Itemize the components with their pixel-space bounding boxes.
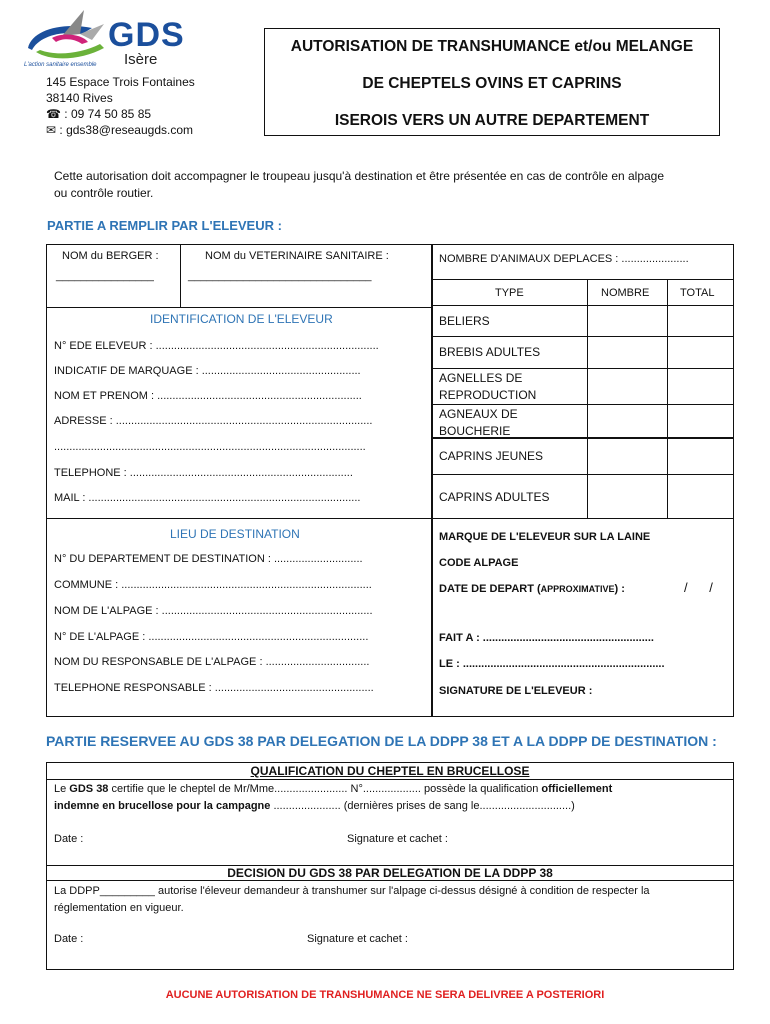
intro-line-1: Cette autorisation doit accompagner le troupeau jusqu'à destination et être présentée en cas de contrôle en alpage <box>54 169 665 183</box>
phone-icon: ☎ <box>46 107 61 121</box>
dest-departement-field[interactable]: N° DU DEPARTEMENT DE DESTINATION : ............................. <box>54 553 363 565</box>
marquage-field[interactable]: INDICATIF DE MARQUAGE : .................................................... <box>54 365 361 377</box>
title-line-1: AUTORISATION DE TRANSHUMANCE et/ou MELANGE <box>290 38 694 55</box>
dest-nom-alpage-field[interactable]: NOM DE L'ALPAGE : ..................................................................... <box>54 605 373 617</box>
veterinaire-label: NOM du VETERINAIRE SANITAIRE : <box>205 250 389 262</box>
type-caprins-adultes: CAPRINS ADULTES <box>439 490 550 504</box>
logo-tagline: L'action sanitaire ensemble <box>24 62 97 68</box>
signature-label[interactable]: SIGNATURE DE L'ELEVEUR : <box>439 685 593 697</box>
adresse-field-2[interactable]: ...................................................................................................... <box>54 441 366 453</box>
qualification-line-1[interactable] <box>54 783 612 795</box>
telephone-field[interactable]: TELEPHONE : ......................................................................... <box>54 467 353 479</box>
nom-prenom-field[interactable]: NOM ET PRENOM : ................................................................... <box>54 390 362 402</box>
decision-line-2: réglementation en vigueur. <box>54 902 184 914</box>
col-total: TOTAL <box>680 287 715 299</box>
type-brebis-adultes: BREBIS ADULTES <box>439 345 541 359</box>
mail-field[interactable]: MAIL : ......................................................................................... <box>54 492 361 504</box>
email-row <box>46 123 193 137</box>
qualification-line-2[interactable] <box>54 800 575 812</box>
veterinaire-input-line[interactable]: ______________________________ <box>188 270 372 282</box>
title-line-3: ISEROIS VERS UN AUTRE DEPARTEMENT <box>334 112 650 129</box>
ident-heading: IDENTIFICATION DE L'ELEVEUR <box>150 312 333 326</box>
dest-heading: LIEU DE DESTINATION <box>170 527 300 541</box>
address-line-2: 38140 Rives <box>46 91 113 105</box>
dest-commune-field[interactable]: COMMUNE : .................................................................................. <box>54 579 372 591</box>
qualification-title: QUALIFICATION DU CHEPTEL EN BRUCELLOSE <box>250 764 530 778</box>
title-line-2: DE CHEPTELS OVINS ET CAPRINS <box>362 75 622 92</box>
qual-text-indemne: indemne en brucellose pour la campagne <box>54 800 271 812</box>
qual-text-a: Le <box>54 783 70 795</box>
logo-text: GDS <box>108 16 185 54</box>
dest-telephone-field[interactable]: TELEPHONE RESPONSABLE : .................................................... <box>54 682 374 694</box>
berger-label: NOM du BERGER : <box>62 250 159 262</box>
berger-input-line[interactable]: ________________ <box>56 270 154 282</box>
email-address: : gds38@reseaugds.com <box>59 123 193 137</box>
intro-line-2: ou contrôle routier. <box>54 186 154 200</box>
date-depart-end: ) : <box>614 583 625 595</box>
qual-text-c: certifie que le cheptel de Mr/Mme........................ N°................... possède la qualification <box>108 783 542 795</box>
qual-date-label[interactable]: Date : <box>54 833 84 845</box>
part2-heading: PARTIE RESERVEE AU GDS 38 PAR DELEGATION DE LA DDPP 38 ET A LA DDPP DE DESTINATION : <box>46 733 717 749</box>
dest-num-alpage-field[interactable]: N° DE L'ALPAGE : ........................................................................ <box>54 631 369 643</box>
col-nombre: NOMBRE <box>601 287 650 299</box>
le-field[interactable]: LE : .................................................................. <box>439 658 665 670</box>
envelope-icon: ✉ <box>46 123 57 137</box>
decision-signature-label[interactable]: Signature et cachet : <box>307 933 408 945</box>
date-slashes: / / <box>684 580 713 595</box>
code-alpage-label[interactable]: CODE ALPAGE <box>439 557 519 569</box>
type-agneaux: AGNEAUX DE BOUCHERIE <box>439 407 518 438</box>
date-depart-small: APPROXIMATIVE <box>540 584 615 594</box>
animaux-label[interactable]: NOMBRE D'ANIMAUX DEPLACES : ...................... <box>439 253 689 265</box>
decision-title: DECISION DU GDS 38 PAR DELEGATION DE LA DDPP 38 <box>227 866 553 880</box>
phone-row <box>46 107 151 121</box>
decision-date-label[interactable]: Date : <box>54 933 84 945</box>
ede-field[interactable]: N° EDE ELEVEUR : ......................................................................... <box>54 340 379 352</box>
marque-label[interactable]: MARQUE DE L'ELEVEUR SUR LA LAINE <box>439 531 651 543</box>
dest-responsable-field[interactable]: NOM DU RESPONSABLE DE L'ALPAGE : .................................. <box>54 656 370 668</box>
logo-subtitle: Isère <box>124 51 158 68</box>
type-caprins-jeunes: CAPRINS JEUNES <box>439 449 544 463</box>
qual-text-officiellement: officiellement <box>541 783 613 795</box>
date-depart-label[interactable] <box>439 583 625 595</box>
qual-text-gds: GDS 38 <box>69 783 109 795</box>
phone-number: : 09 74 50 85 85 <box>64 107 152 121</box>
col-type: TYPE <box>495 287 524 299</box>
type-beliers: BELIERS <box>439 314 490 328</box>
address-line-1: 145 Espace Trois Fontaines <box>46 75 195 89</box>
date-depart-text: DATE DE DEPART ( <box>439 583 541 595</box>
type-agnelles: AGNELLES DE REPRODUCTION <box>439 371 537 402</box>
adresse-field[interactable]: ADRESSE : .................................................................................... <box>54 415 373 427</box>
footer-warning: AUCUNE AUTORISATION DE TRANSHUMANCE NE SERA DELIVREE A POSTERIORI <box>165 989 605 1001</box>
fait-a-field[interactable]: FAIT A : ........................................................ <box>439 632 654 644</box>
decision-line-1[interactable]: La DDPP_________ autorise l'éleveur demandeur à transhumer sur l'alpage ci-dessus désigné à condition de respecter la <box>54 885 650 897</box>
qual-text-campagne: ...................... (dernières prises de sang le..............................) <box>270 800 575 812</box>
part1-heading: PARTIE A REMPLIR PAR L'ELEVEUR : <box>47 218 282 233</box>
qual-signature-label[interactable]: Signature et cachet : <box>347 833 448 845</box>
